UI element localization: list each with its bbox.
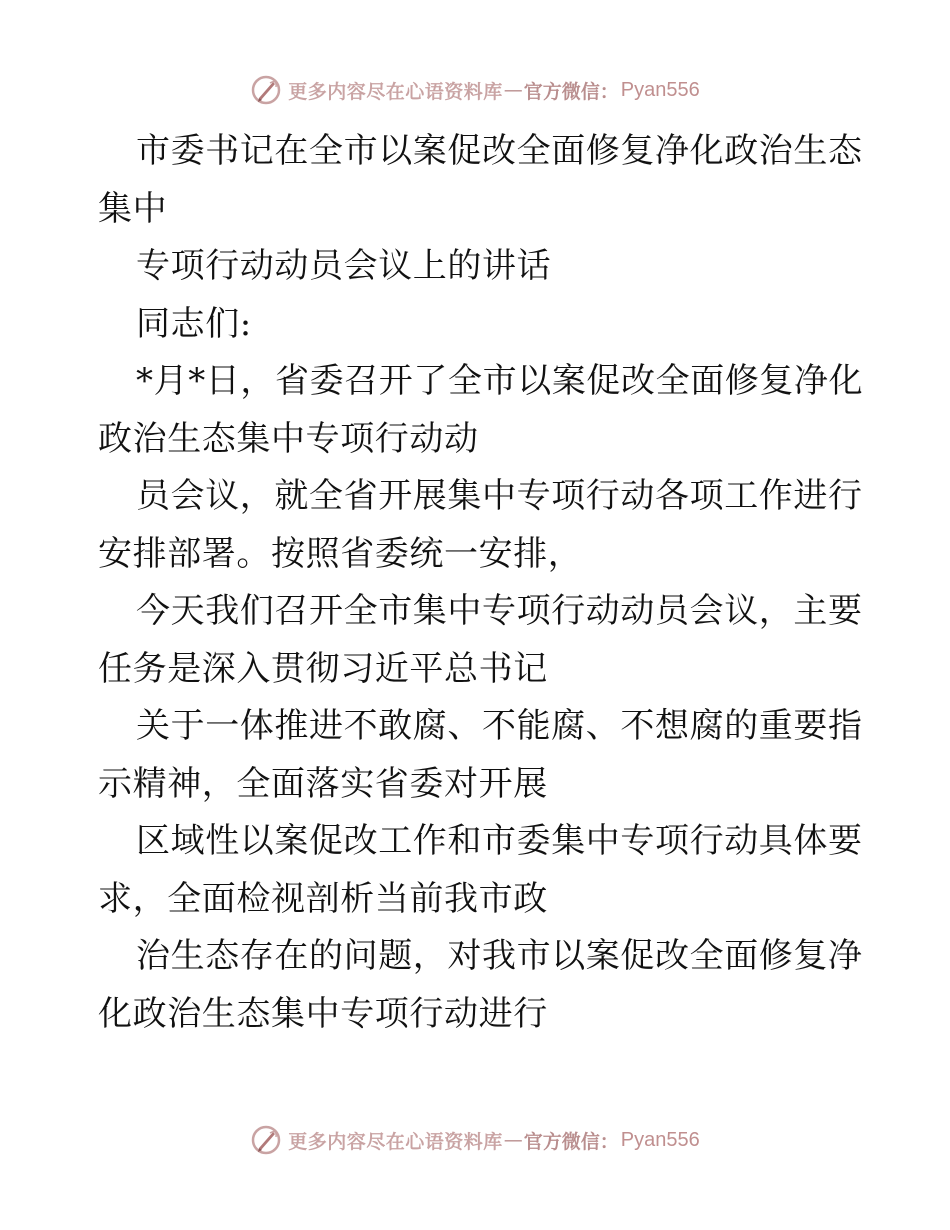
watermark-wechat-id: Pyan556 [620,1128,700,1151]
quill-pen-circle-icon [250,1124,282,1156]
paragraph-line: 政治生态集中专项行动动 [98,418,479,459]
paragraph-line: 求，全面检视剖析当前我市政 [98,878,548,919]
header-watermark-banner [0,70,950,110]
paragraph-line: 治生态存在的问题，对我市以案促改全面修复净 [136,936,863,976]
paragraph-line: 区域性以案促改工作和市委集中专项行动具体要 [136,821,863,861]
document-title-line: 市委书记在全市以案促改全面修复净化政治生态 [136,131,863,171]
document-title-line: 集中 [98,188,168,229]
paragraph-line: 安排部署。按照省委统一安排， [98,533,583,574]
footer-watermark-banner [0,1120,950,1160]
watermark-wechat-label: 官方微信： [523,1130,619,1153]
watermark-text: 更多内容尽在心语资料库 [288,1130,503,1153]
paragraph-line: 任务是深入贯彻习近平总书记 [98,648,548,689]
paragraph-line: 关于一体推进不敢腐、不能腐、不想腐的重要指 [136,706,863,746]
document-body [98,123,864,1043]
watermark-wechat-id: Pyan556 [620,78,700,101]
quill-pen-circle-icon [250,74,282,106]
watermark-wechat-label: 官方微信： [523,80,619,103]
paragraph-line: 今天我们召开全市集中专项行动动员会议，主要 [136,591,863,631]
watermark-dash: — [503,1129,523,1151]
paragraph-line: 示精神，全面落实省委对开展 [98,763,548,804]
paragraph-line: 员会议，就全省开展集中专项行动各项工作进行 [136,476,863,516]
document-title-line: 专项行动动员会议上的讲话 [136,246,552,286]
watermark-dash: — [503,79,523,101]
paragraph-line: 化政治生态集中专项行动进行 [98,993,548,1034]
salutation-line: 同志们: [136,303,252,344]
watermark-text: 更多内容尽在心语资料库 [288,80,503,103]
paragraph-line: *月*日，省委召开了全市以案促改全面修复净化 [136,361,864,401]
